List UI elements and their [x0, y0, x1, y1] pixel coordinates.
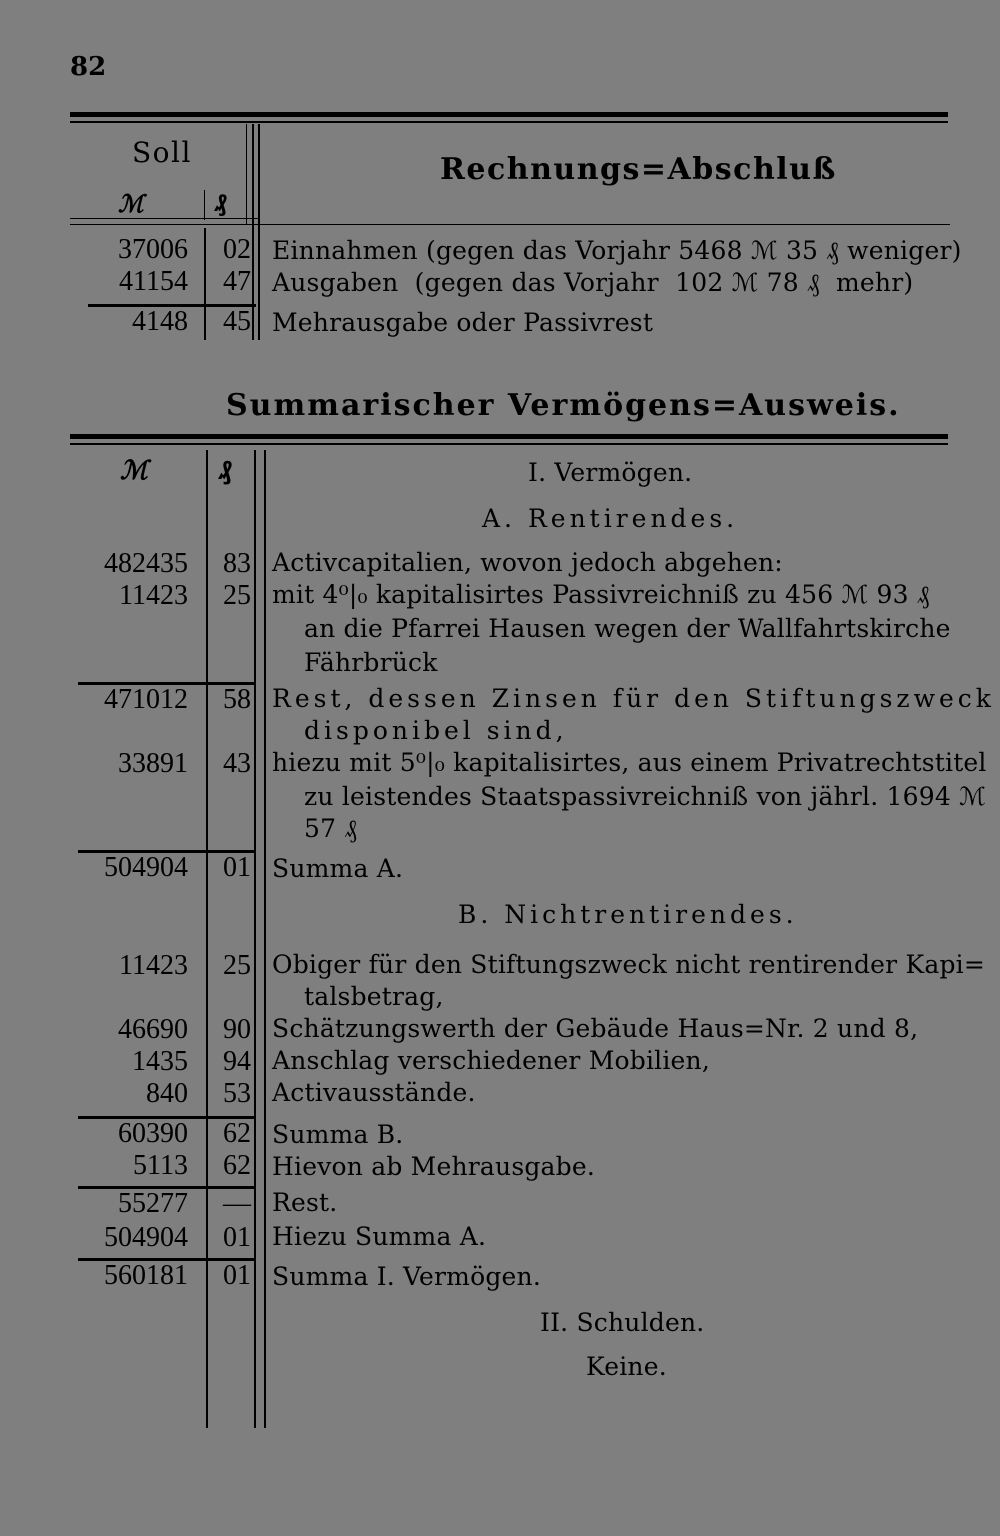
- s1-row3-text: Mehrausgabe oder Passivrest: [272, 308, 654, 337]
- section2-vline-2: [254, 450, 256, 1428]
- b-row6-mark: 5113: [133, 1150, 188, 1181]
- a-row4-line2: zu leistendes Staatspassivreichniß von jährl. 1694 ℳ: [304, 782, 987, 811]
- section1-hline-head2: [70, 218, 260, 219]
- s1-row2-pf: 47: [223, 266, 251, 297]
- schulden-keine: Keine.: [586, 1352, 667, 1381]
- section1-hline-head: [70, 224, 950, 225]
- section2-vline-3: [264, 450, 266, 1428]
- b-row9-line1: Summa I. Vermögen.: [272, 1262, 541, 1291]
- b-row1-mark: 11423: [119, 950, 188, 981]
- b-row5-line1: Summa B.: [272, 1120, 404, 1149]
- b-row3-pf: 94: [223, 1046, 251, 1077]
- top-rule-thin: [70, 121, 948, 123]
- a-row1-pf: 83: [223, 548, 251, 579]
- b-row4-mark: 840: [146, 1078, 188, 1109]
- s1-row3-mark: 4148: [132, 306, 188, 337]
- s1-row2-mark: 41154: [119, 266, 188, 297]
- b-row9-mark: 560181: [104, 1260, 188, 1291]
- a-row4-pf: 43: [223, 748, 251, 779]
- a-row2-line2: an die Pfarrei Hausen wegen der Wallfahrtskirche: [304, 614, 951, 643]
- section2-col-pf: ₰: [218, 455, 233, 485]
- b-row7-line1: Rest.: [272, 1188, 338, 1217]
- heading-vermoegen: I. Vermögen.: [528, 458, 693, 487]
- a-row3-mark: 471012: [104, 684, 188, 715]
- b-row1-pf: 25: [223, 950, 251, 981]
- a-row3-line2: disponibel sind,: [304, 716, 568, 745]
- section2-col-mark: ℳ: [120, 455, 148, 485]
- a-row1-line1: Activcapitalien, wovon jedoch abgehen:: [272, 548, 783, 577]
- b-row1-line1: Obiger für den Stiftungszweck nicht rentirender Kapi=: [272, 950, 986, 979]
- b-row4-line1: Activausstände.: [272, 1078, 476, 1107]
- a-row5-line1: Summa A.: [272, 854, 404, 883]
- section1-vline-2: [252, 124, 254, 340]
- b-row6-line1: Hievon ab Mehrausgabe.: [272, 1152, 596, 1181]
- soll-label: Soll: [132, 136, 192, 169]
- b-row8-line1: Hiezu Summa A.: [272, 1222, 487, 1251]
- s1-row2-text: Ausgaben (gegen das Vorjahr 102 ℳ 78 ₰ mehr): [272, 268, 914, 297]
- b-row2-mark: 46690: [118, 1014, 188, 1045]
- section1-vline-3: [258, 124, 260, 340]
- b-row8-mark: 504904: [104, 1222, 188, 1253]
- s1-row3-pf: 45: [223, 306, 251, 337]
- a-row4-line1: hiezu mit 5⁰|₀ kapitalisirtes, aus einem Privatrechtstitel: [272, 748, 987, 777]
- a-row2-line1: mit 4⁰|₀ kapitalisirtes Passivreichniß zu 456 ℳ 93 ₰: [272, 580, 930, 609]
- a-row3-line1: Rest, dessen Zinsen für den Stiftungszweck: [272, 684, 995, 713]
- heading-rentirendes: A. Rentirendes.: [482, 504, 739, 533]
- b-row1-line2: talsbetrag,: [304, 982, 444, 1011]
- section1-title: Rechnungs=Abschluß: [440, 152, 837, 187]
- b-row4-pf: 53: [223, 1078, 251, 1109]
- b-row7-mark: 55277: [118, 1188, 188, 1219]
- a-row3-pf: 58: [223, 684, 251, 715]
- b-row8-pf: 01: [223, 1222, 251, 1253]
- b-row2-line1: Schätzungswerth der Gebäude Haus=Nr. 2 und 8,: [272, 1014, 919, 1043]
- a-row4-mark: 33891: [118, 748, 188, 779]
- section1-vline-soll: [246, 124, 247, 224]
- a-row2-mark: 11423: [119, 580, 188, 611]
- b-row3-mark: 1435: [132, 1046, 188, 1077]
- section1-col-pf: ₰: [214, 190, 228, 217]
- section1-col-mark: ℳ: [118, 191, 144, 218]
- b-row7-pf: —: [223, 1188, 251, 1219]
- section2-title: Summarischer Vermögens=Ausweis.: [226, 388, 901, 423]
- section2-rule-thick: [70, 434, 948, 439]
- heading-schulden: II. Schulden.: [540, 1308, 705, 1337]
- s1-row1-pf: 02: [223, 234, 251, 265]
- a-row4-line3: 57 ₰: [304, 814, 358, 843]
- s1-row1-text: Einnahmen (gegen das Vorjahr 5468 ℳ 35 ₰ weniger): [272, 236, 962, 265]
- heading-nichtrentirendes: B. Nichtrentirendes.: [458, 900, 798, 929]
- top-rule-thick: [70, 112, 948, 117]
- b-row5-mark: 60390: [118, 1118, 188, 1149]
- b-row2-pf: 90: [223, 1014, 251, 1045]
- b-row9-pf: 01: [223, 1260, 251, 1291]
- a-row1-mark: 482435: [104, 548, 188, 579]
- section1-vline-pf-head: [204, 190, 205, 220]
- section2-rule-thin: [70, 443, 948, 445]
- a-row2-line3: Fährbrück: [304, 648, 438, 677]
- page-number: 82: [70, 52, 107, 82]
- a-row5-pf: 01: [223, 852, 251, 883]
- a-row2-pf: 25: [223, 580, 251, 611]
- a-row5-mark: 504904: [104, 852, 188, 883]
- s1-row1-mark: 37006: [118, 234, 188, 265]
- b-row6-pf: 62: [223, 1150, 251, 1181]
- b-row3-line1: Anschlag verschiedener Mobilien,: [272, 1046, 711, 1075]
- b-row5-pf: 62: [223, 1118, 251, 1149]
